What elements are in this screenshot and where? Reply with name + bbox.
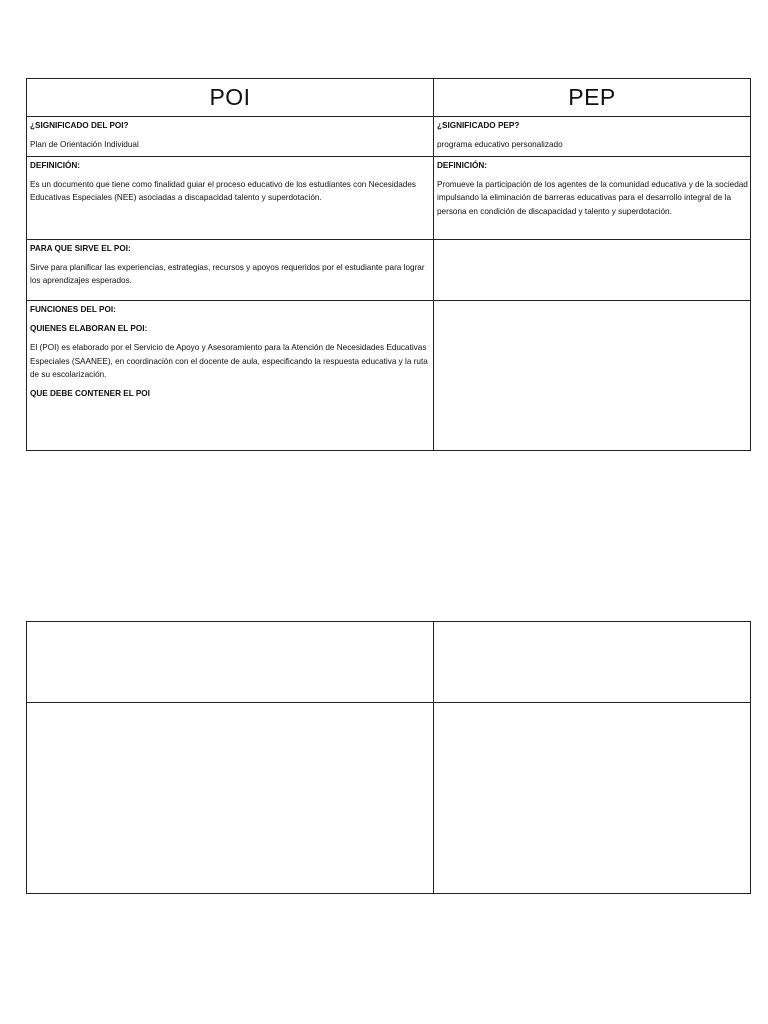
empty-table — [26, 621, 751, 894]
poi-quienes-label: QUIENES ELABORAN EL POI: — [30, 324, 148, 334]
poi-definicion-label: DEFINICIÓN: — [30, 161, 81, 170]
poi-definicion-cell — [27, 157, 434, 240]
poi-funciones-label: FUNCIONES DEL POI: — [30, 305, 116, 314]
poi-funciones-cell — [27, 301, 434, 451]
poi-significado-text: Plan de Orientación Individual — [30, 140, 139, 150]
empty-cell — [434, 703, 751, 894]
poi-para-que-cell — [27, 240, 434, 301]
poi-quienes-text: El (POI) es elaborado por el Servicio de Apoyo y Asesoramiento para la Atención de Necesidades Educativas Especiales (SAANEE), en coordinación con el docente de aula, especificando la respuesta educativa y la ruta de su escolarización. — [30, 343, 428, 379]
empty-cell — [434, 622, 751, 703]
pep-definicion-text: Promueve la participación de los agentes de la comunidad educativa y de la sociedad impulsando la eliminación de barreras educativas para el desarrollo integral de la persona en condición de discapacidad y talento y superdotación. — [437, 180, 748, 216]
table-row — [27, 117, 751, 157]
poi-pep-table — [26, 78, 751, 451]
header-row — [27, 79, 751, 117]
poi-significado-label: ¿SIGNIFICADO DEL POI? — [30, 121, 129, 130]
table-row — [27, 703, 751, 894]
table-row — [27, 622, 751, 703]
pep-funciones-cell — [434, 301, 751, 451]
pep-significado-text: programa educativo personalizado — [437, 140, 563, 150]
pep-para-que-cell — [434, 240, 751, 301]
table-row — [27, 240, 751, 301]
pep-definicion-cell — [434, 157, 751, 240]
header-poi: POI — [27, 79, 434, 117]
poi-para-que-label: PARA QUE SIRVE EL POI: — [30, 244, 131, 253]
empty-cell — [27, 622, 434, 703]
poi-para-que-text: Sirve para planificar las experiencias, estrategias, recursos y apoyos requeridos por el estudiante para lograr los aprendizajes esperados. — [30, 263, 425, 286]
poi-significado-cell — [27, 117, 434, 157]
header-pep: PEP — [434, 79, 751, 117]
pep-definicion-label: DEFINICIÓN: — [437, 161, 488, 170]
empty-cell — [27, 703, 434, 894]
table-row — [27, 301, 751, 451]
poi-definicion-text: Es un documento que tiene como finalidad guiar el proceso educativo de los estudiantes con Necesidades Educativas Especiales (NEE) asociadas a discapacidad talento y superdotación. — [30, 180, 416, 203]
poi-contener-label: QUE DEBE CONTENER EL POI — [30, 389, 150, 399]
pep-significado-label: ¿SIGNIFICADO PEP? — [437, 121, 520, 130]
pep-significado-cell — [434, 117, 751, 157]
table-row — [27, 157, 751, 240]
